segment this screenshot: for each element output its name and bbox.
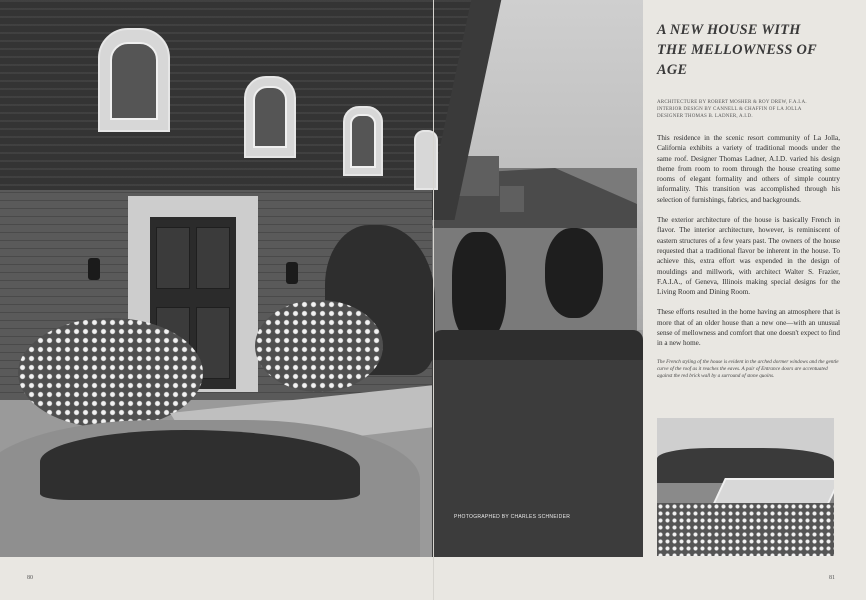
article-column xyxy=(657,20,840,380)
dormer-window xyxy=(414,130,438,190)
credit-line: ARCHITECTURE BY ROBERT MOSHER & ROY DREW, F.A.I.A. xyxy=(657,100,807,105)
chimney xyxy=(500,186,524,212)
gutter xyxy=(433,0,434,600)
article-body xyxy=(657,133,840,349)
door-panel xyxy=(196,227,230,289)
title-line-2: THE MELLOWNESS OF AGE xyxy=(657,42,817,78)
wall-lantern xyxy=(286,262,298,284)
body-paragraph: This residence in the scenic resort community of La Jolla, California exhibits a variety of traditional moods under the same roof. Designer Thomas Ladner, A.I.D. varied his design theme from room to room through the house creating some rooms of elegant formality and others of simple country informality. This transition was accomplished through his selection of furnishings, fabrics, and backgrounds. xyxy=(657,134,840,204)
dormer-glass xyxy=(110,42,158,120)
body-paragraph: These efforts resulted in the home having an atmosphere that is more that of an older house than a new one—with an unusual sense of mellowness and comfort that one doesn't expect to find in a new home. xyxy=(657,308,840,348)
credit-line: DESIGNER THOMAS B. LADNER, A.I.D. xyxy=(657,114,753,119)
tree xyxy=(452,232,506,342)
photo-caption: The French styling of the house is evident in the arched dormer windows and the gentle curve of the roof as it reaches the eaves. A pair of Entrance doors are accentuated against the red brick wall by a surround of stone quoins. xyxy=(657,358,839,379)
design-credits xyxy=(657,99,840,120)
pool-photo xyxy=(657,418,834,556)
driveway xyxy=(432,360,643,557)
body-paragraph: The exterior architecture of the house is basically French in flavor. The interior architecture, however, is reminiscent of eastern structures of a few years past. The owners of the house requested that a traditional flavor be inherent in the house. To achieve this, extra effort was expended in the design of mouldings and millwork, with architect Walter S. Frazier, F.A.I.A., of Geneva, Illinois making special designs for the Living Room and Dining Room. xyxy=(657,216,840,297)
credit-line: INTERIOR DESIGN BY CANNELL & CHAFFIN OF LA JOLLA xyxy=(657,107,802,112)
title-line-1: A NEW HOUSE WITH xyxy=(657,22,801,38)
page-number-left: 80 xyxy=(27,575,33,581)
page-number-right: 81 xyxy=(829,575,835,581)
flower-bed xyxy=(18,318,203,428)
dormer-glass xyxy=(350,114,376,168)
flower-border xyxy=(657,503,834,556)
article-title xyxy=(657,20,840,80)
flower-bed xyxy=(255,300,383,392)
dormer-glass xyxy=(253,86,287,148)
photo-credit: PHOTOGRAPHED BY CHARLES SCHNEIDER xyxy=(454,514,571,520)
tree xyxy=(545,228,603,318)
door-panel xyxy=(156,227,190,289)
wall-lantern xyxy=(88,258,100,280)
roof-tiles xyxy=(0,0,471,200)
